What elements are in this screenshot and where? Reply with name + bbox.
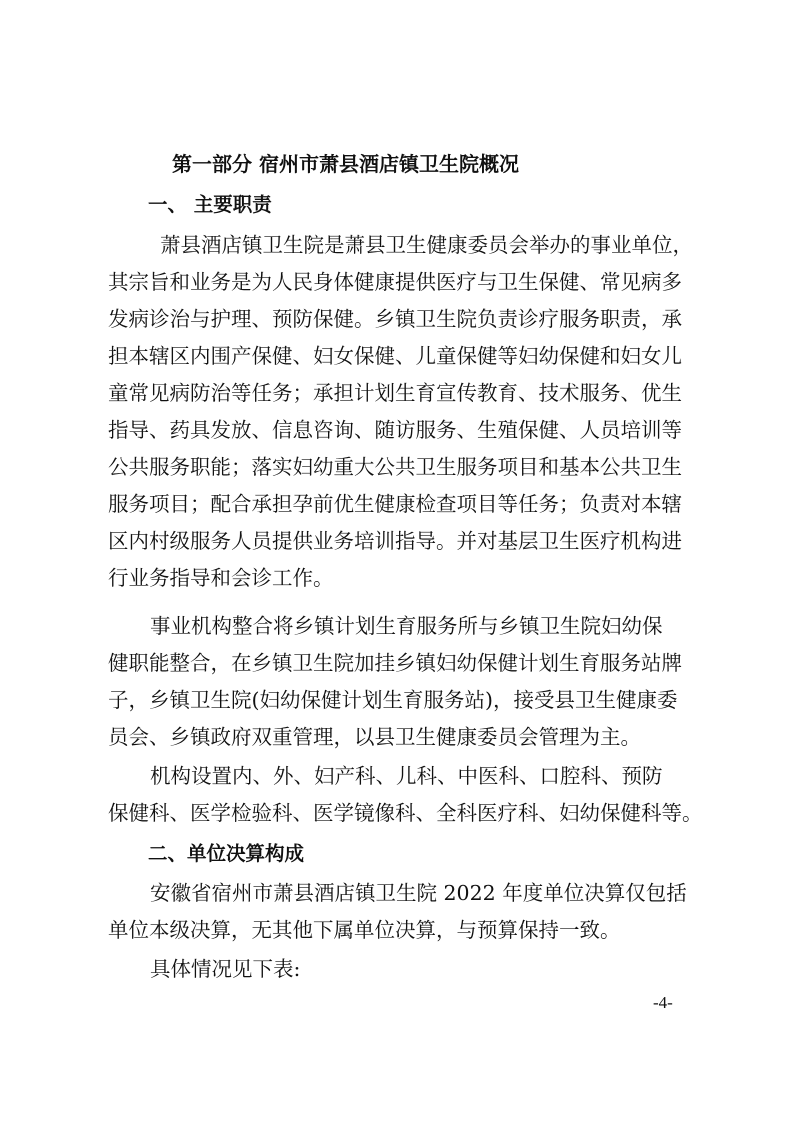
part-title: 第一部分 宿州市萧县酒店镇卫生院概况 — [172, 152, 519, 176]
paragraph-line: 保健科、医学检验科、医学镜像科、全科医疗科、妇幼保健科等。 — [108, 801, 703, 825]
paragraph-line: 子，乡镇卫生院(妇幼保健计划生育服务站)，接受县卫生健康委 — [108, 688, 678, 712]
paragraph-line: 区内村级服务人员提供业务培训指导。并对基层卫生医疗机构进 — [108, 529, 682, 553]
paragraph-line: 行业务指导和会诊工作。 — [108, 566, 334, 590]
paragraph-line: 服务项目；配合承担孕前优生健康检查项目等任务；负责对本辖 — [108, 492, 682, 516]
paragraph-line: 萧县酒店镇卫生院是萧县卫生健康委员会举办的事业单位， — [160, 233, 693, 257]
paragraph-line: 其宗旨和业务是为人民身体健康提供医疗与卫生保健、常见病多 — [108, 270, 682, 294]
paragraph-line: 发病诊治与护理、预防保健。乡镇卫生院负责诊疗服务职责，承 — [108, 307, 682, 331]
paragraph-line: 公共服务职能；落实妇幼重大公共卫生服务项目和基本公共卫生 — [108, 455, 682, 479]
paragraph-line: 指导、药具发放、信息咨询、随访服务、生殖保健、人员培训等 — [108, 418, 682, 442]
page-number: -4- — [653, 993, 673, 1012]
paragraph-line: 员会、乡镇政府双重管理，以县卫生健康委员会管理为主。 — [108, 725, 641, 749]
paragraph-line: 担本辖区内围产保健、妇女保健、儿童保健等妇幼保健和妇女儿 — [108, 344, 682, 368]
paragraph-line: 事业机构整合将乡镇计划生育服务所与乡镇卫生院妇幼保 — [150, 614, 663, 638]
paragraph-line: 机构设置内、外、妇产科、儿科、中医科、口腔科、预防 — [150, 764, 663, 788]
paragraph-line: 具体情况见下表: — [150, 957, 301, 981]
paragraph-line: 童常见病防治等任务；承担计划生育宣传教育、技术服务、优生 — [108, 381, 682, 405]
paragraph-line: 健职能整合，在乡镇卫生院加挂乡镇妇幼保健计划生育服务站牌 — [108, 651, 682, 675]
section-heading-unit-accounts: 二、单位决算构成 — [148, 842, 305, 865]
paragraph-line: 单位本级决算，无其他下属单位决算，与预算保持一致。 — [108, 918, 621, 942]
section-heading-main-duties: 一、 主要职责 — [148, 193, 272, 216]
paragraph-line: 安徽省宿州市萧县酒店镇卫生院 2022 年度单位决算仅包括 — [150, 881, 687, 905]
